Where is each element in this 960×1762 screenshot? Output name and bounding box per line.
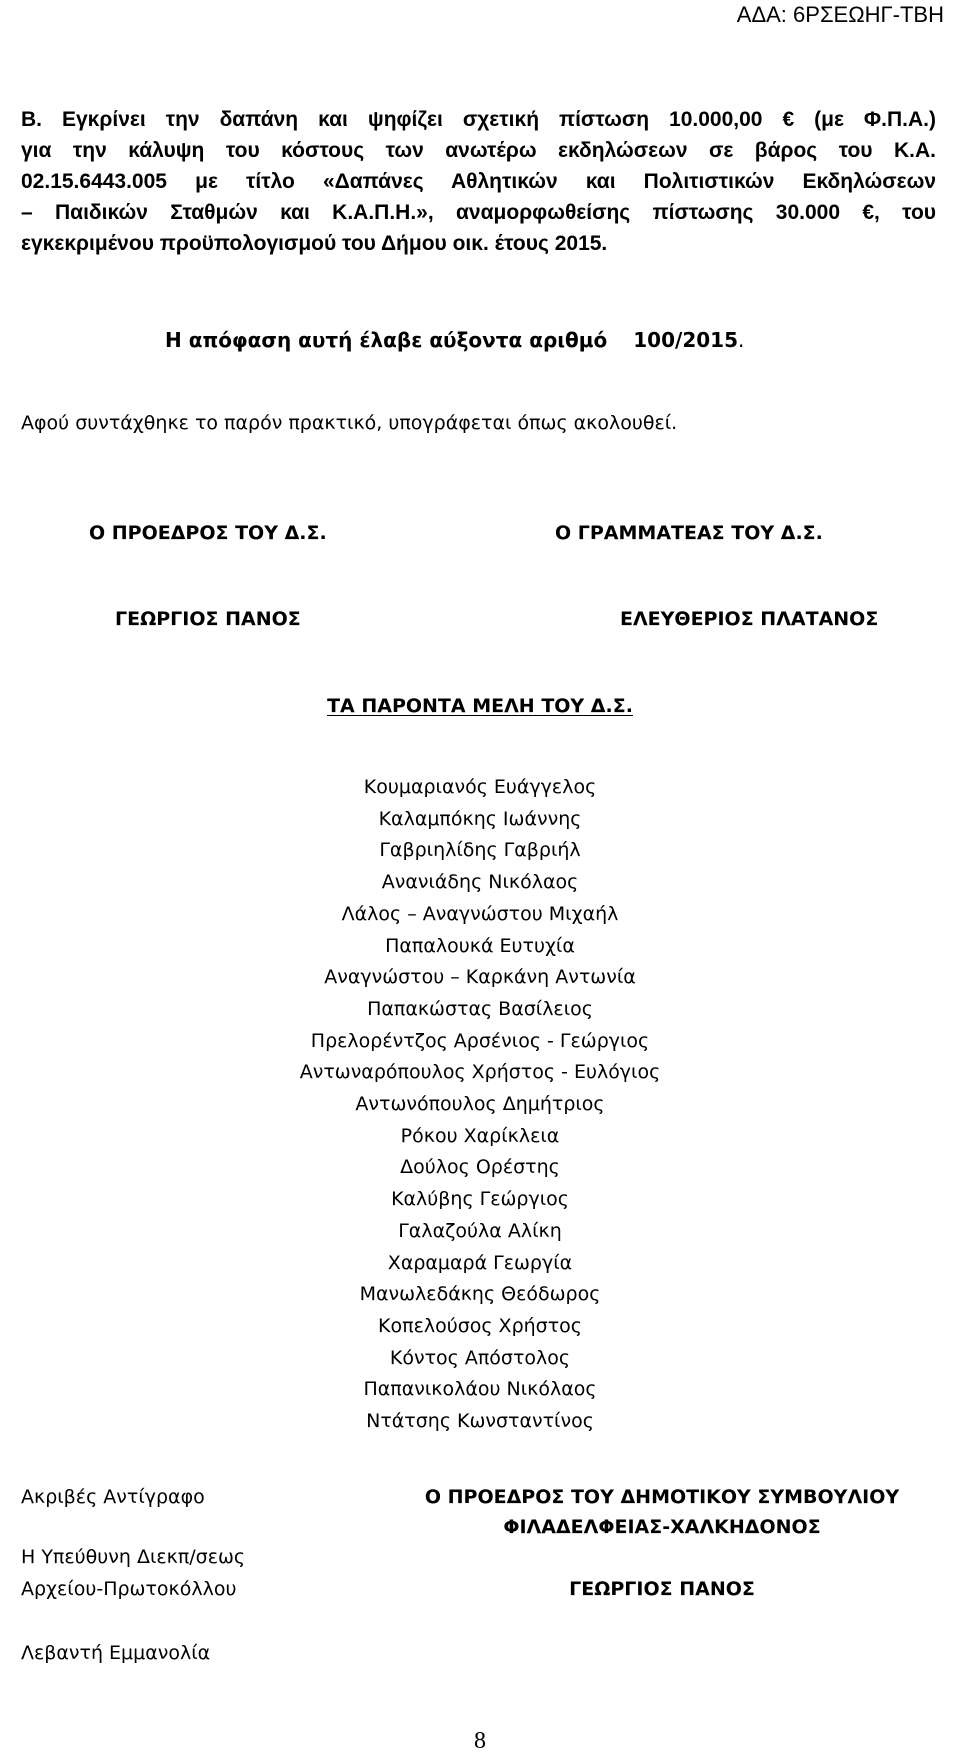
list-item: Δούλος Ορέστης [400, 1156, 560, 1179]
council-president-name: ΓΕΩΡΓΙΟΣ ΠΑΝΟΣ [569, 1578, 755, 1600]
certified-copy: Ακριβές Αντίγραφο [21, 1486, 205, 1508]
list-item: Λάλος – Αναγνώστου Μιχαήλ [341, 902, 619, 925]
closing-text: Αφού συντάχθηκε το παρόν πρακτικό, υπογράφεται όπως ακολουθεί. [21, 412, 678, 434]
list-item: Ρόκου Χαρίκλεια [400, 1124, 560, 1147]
list-item: Κουμαριανός Ευάγγελος [363, 776, 597, 798]
decision-number [165, 328, 744, 352]
president-name: ΓΕΩΡΓΙΟΣ ΠΑΝΟΣ [115, 608, 301, 630]
list-item: Πρελορέντζος Αρσένιος - Γεώργιος [310, 1029, 650, 1052]
decision-line: – Παιδικών Σταθμών και Κ.Α.Π.Η.», αναμορφωθείσης πίστωσης 30.000 €, του [21, 201, 936, 224]
list-item: Αντωνόπουλος Δημήτριος [355, 1093, 605, 1116]
list-item: Αναγνώστου – Καρκάνη Αντωνία [324, 966, 636, 989]
list-item: Παπαλουκά Ευτυχία [385, 934, 575, 957]
municipality-name: ΦΙΛΑΔΕΛΦΕΙΑΣ-ΧΑΛΚΗΔΟΝΟΣ [503, 1516, 821, 1538]
members-title-text: ΤΑ ΠΑΡΟΝΤΑ ΜΕΛΗ ΤΟΥ Δ.Σ. [327, 695, 633, 717]
council-president-title: Ο ΠΡΟΕΔΡΟΣ ΤΟΥ ΔΗΜΟΤΙΚΟΥ ΣΥΜΒΟΥΛΙΟΥ [424, 1486, 900, 1508]
list-item: Χαραμαρά Γεωργία [387, 1251, 573, 1274]
list-item: Ανανιάδης Νικόλαος [381, 871, 579, 894]
list-item: Γαλαζούλα Αλίκη [398, 1219, 562, 1242]
official-title-line1: Η Υπεύθυνη Διεκπ/σεως [21, 1546, 246, 1568]
list-item: Κόντος Απόστολος [389, 1346, 571, 1369]
members-title [0, 695, 960, 717]
official-title-line2: Αρχείου-Πρωτοκόλλου [21, 1578, 237, 1600]
ada-code: ΑΔΑ: 6ΡΣΕΩΗΓ-ΤΒΗ [736, 2, 944, 27]
decision-line: για την κάλυψη του κόστους των ανωτέρω εκδηλώσεων σε βάρος του Κ.Α. [21, 139, 936, 162]
decision-line: Β. Εγκρίνει την δαπάνη και ψηφίζει σχετική πίστωση 10.000,00 € (με Φ.Π.Α.) [21, 108, 936, 131]
page-number: 8 [474, 1728, 486, 1754]
list-item: Παπακώστας Βασίλειος [367, 997, 593, 1020]
decision-paragraph [21, 104, 936, 259]
list-item: Αντωναρόπουλος Χρήστος - Ευλόγιος [299, 1061, 661, 1084]
list-item: Καλύβης Γεώργιος [391, 1188, 569, 1211]
list-item: Παπανικολάου Νικόλαος [363, 1378, 597, 1401]
decision-number-label: Η απόφαση αυτή έλαβε αύξοντα αριθμό [165, 328, 608, 352]
list-item: Καλαμπόκης Ιωάννης [378, 807, 582, 830]
decision-line: εγκεκριμένου προϋπολογισμού του Δήμου οικ. έτους 2015. [21, 232, 608, 255]
list-item: Γαβριηλίδης Γαβριήλ [379, 839, 581, 862]
list-item: Μανωλεδάκης Θεόδωρος [359, 1283, 601, 1306]
list-item: Ντάτσης Κωνσταντίνος [366, 1410, 594, 1433]
secretary-title: Ο ΓΡΑΜΜΑΤΕΑΣ ΤΟΥ Δ.Σ. [555, 522, 823, 544]
decision-line: 02.15.6443.005 με τίτλο «Δαπάνες Αθλητικών και Πολιτιστικών Εκδηλώσεων [21, 170, 936, 193]
official-name: Λεβαντή Εμμανολία [21, 1642, 211, 1664]
decision-number-value: 100/2015 [633, 328, 738, 352]
members-list [0, 772, 960, 1438]
decision-number-suffix: . [737, 328, 745, 352]
secretary-name: ΕΛΕΥΘΕΡΙΟΣ ΠΛΑΤΑΝΟΣ [620, 608, 879, 630]
president-title: Ο ΠΡΟΕΔΡΟΣ ΤΟΥ Δ.Σ. [89, 522, 327, 544]
list-item: Κοπελούσος Χρήστος [378, 1314, 582, 1337]
